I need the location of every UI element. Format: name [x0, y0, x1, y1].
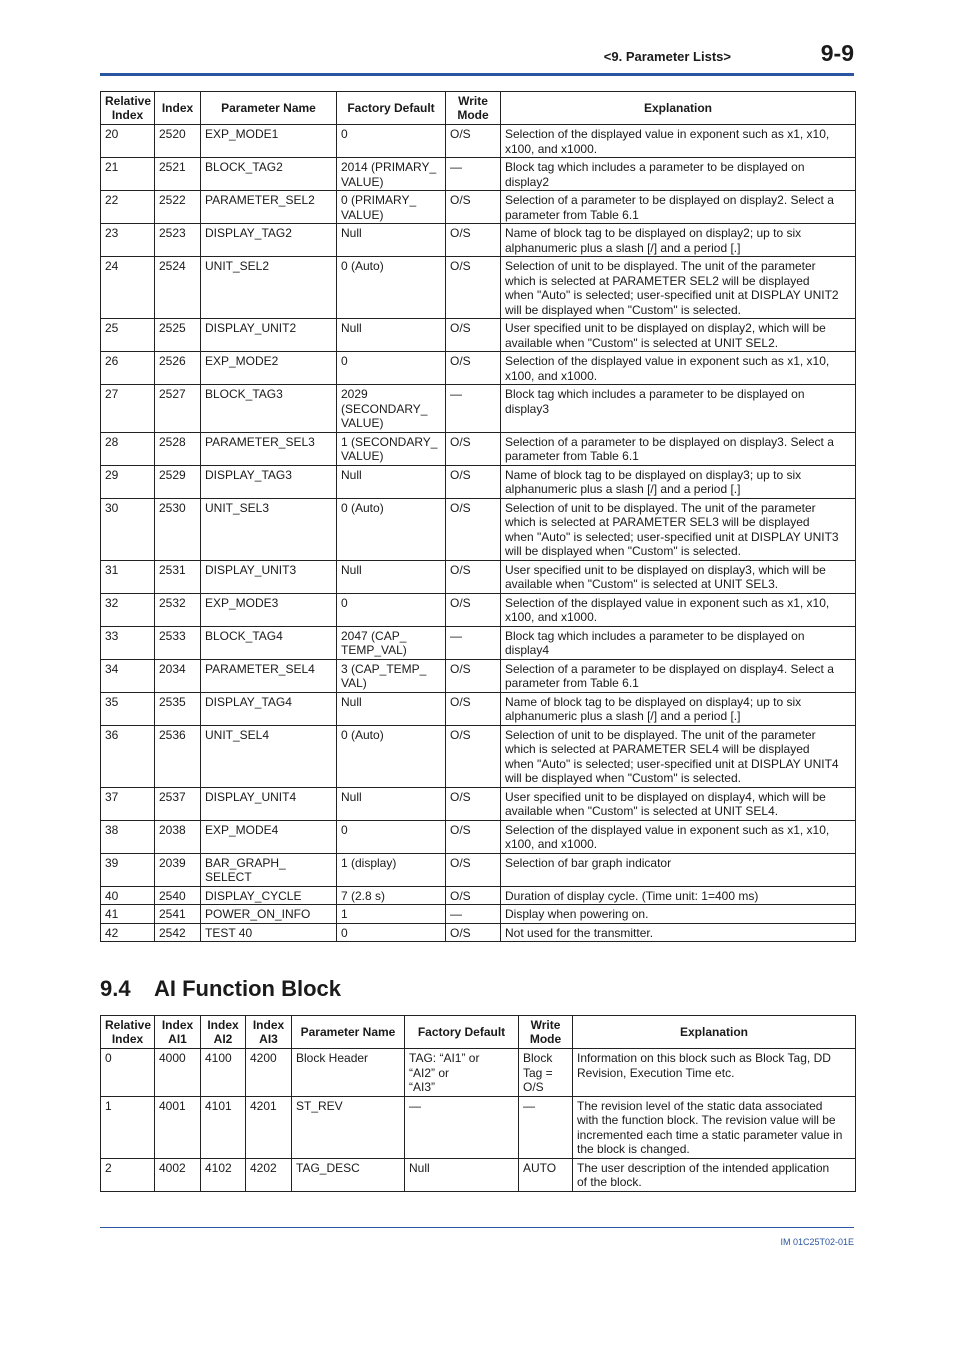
col-write-mode: Write Mode — [519, 1016, 573, 1049]
table-row — [101, 158, 856, 191]
cell-parameter-name: DISPLAY_UNIT2 — [201, 319, 337, 352]
table-row — [101, 593, 856, 626]
cell-explanation: Selection of the displayed value in exponent such as x1, x10, x100, and x1000. — [501, 352, 856, 385]
cell-relative-index: 37 — [101, 787, 155, 820]
cell-index: 2039 — [155, 853, 201, 886]
cell-index-ai1: 4000 — [155, 1049, 201, 1097]
cell-factory-default: 1 (display) — [337, 853, 446, 886]
cell-explanation: Selection of unit to be displayed. The unit of the parameter which is selected at PARAMETER SEL2 will be displayed when "Auto" is selected; user-specified unit at DISPLAY UNIT2 will be displayed when "Custom" is selected. — [501, 257, 856, 319]
cell-index: 2533 — [155, 626, 201, 659]
cell-factory-default: Null — [337, 465, 446, 498]
cell-parameter-name: BLOCK_TAG4 — [201, 626, 337, 659]
table-row — [101, 626, 856, 659]
cell-explanation: Block tag which includes a parameter to be displayed on display3 — [501, 385, 856, 433]
cell-relative-index: 25 — [101, 319, 155, 352]
cell-factory-default: 0 (Auto) — [337, 257, 446, 319]
col-relative-index: Relative Index — [101, 92, 155, 125]
cell-relative-index: 39 — [101, 853, 155, 886]
cell-write-mode: O/S — [446, 352, 501, 385]
cell-relative-index: 41 — [101, 905, 155, 924]
cell-explanation: User specified unit to be displayed on display3, which will be available when "Custom" is selected at UNIT SEL3. — [501, 560, 856, 593]
cell-explanation: Name of block tag to be displayed on display3; up to six alphanumeric plus a slash [/] and a period [.] — [501, 465, 856, 498]
cell-write-mode: AUTO — [519, 1158, 573, 1191]
cell-explanation: Selection of the displayed value in exponent such as x1, x10, x100, and x1000. — [501, 125, 856, 158]
cell-explanation: Selection of bar graph indicator — [501, 853, 856, 886]
cell-relative-index: 38 — [101, 820, 155, 853]
cell-factory-default: 0 (PRIMARY_ VALUE) — [337, 191, 446, 224]
cell-parameter-name: TEST 40 — [201, 923, 337, 942]
cell-index: 2535 — [155, 692, 201, 725]
cell-index: 2526 — [155, 352, 201, 385]
cell-factory-default: 7 (2.8 s) — [337, 886, 446, 905]
cell-relative-index: 36 — [101, 725, 155, 787]
cell-relative-index: 33 — [101, 626, 155, 659]
cell-explanation: Information on this block such as Block Tag, DD Revision, Execution Time etc. — [573, 1049, 856, 1097]
cell-write-mode: O/S — [446, 659, 501, 692]
table-row — [101, 787, 856, 820]
cell-relative-index: 20 — [101, 125, 155, 158]
cell-factory-default: 0 (Auto) — [337, 725, 446, 787]
table-row — [101, 905, 856, 924]
table-row — [101, 319, 856, 352]
table-row — [101, 352, 856, 385]
table2-body — [101, 1049, 856, 1192]
cell-relative-index: 35 — [101, 692, 155, 725]
col-relative-index: Relative Index — [101, 1016, 155, 1049]
cell-factory-default: 2047 (CAP_ TEMP_VAL) — [337, 626, 446, 659]
cell-explanation: The user description of the intended application of the block. — [573, 1158, 856, 1191]
cell-write-mode: O/S — [446, 191, 501, 224]
cell-index-ai2: 4102 — [201, 1158, 246, 1191]
col-factory-default: Factory Default — [337, 92, 446, 125]
cell-factory-default: 0 — [337, 125, 446, 158]
cell-parameter-name: EXP_MODE2 — [201, 352, 337, 385]
cell-relative-index: 23 — [101, 224, 155, 257]
table-row — [101, 820, 856, 853]
cell-explanation: Selection of unit to be displayed. The unit of the parameter which is selected at PARAMETER SEL4 will be displayed when "Auto" is selected; user-specified unit at DISPLAY UNIT4 will be displayed when "Custom" is selected. — [501, 725, 856, 787]
cell-parameter-name: BLOCK_TAG3 — [201, 385, 337, 433]
cell-explanation: Selection of a parameter to be displayed on display4. Select a parameter from Table 6.1 — [501, 659, 856, 692]
cell-relative-index: 42 — [101, 923, 155, 942]
running-header: <9. Parameter Lists> — [603, 49, 731, 64]
cell-write-mode: O/S — [446, 224, 501, 257]
header-rule — [100, 73, 854, 76]
cell-index: 2522 — [155, 191, 201, 224]
cell-index: 2528 — [155, 432, 201, 465]
col-index-ai2: Index AI2 — [201, 1016, 246, 1049]
footer-rule — [100, 1227, 854, 1228]
parameter-table-display — [100, 91, 856, 942]
cell-explanation: User specified unit to be displayed on display4, which will be available when "Custom" is selected at UNIT SEL4. — [501, 787, 856, 820]
cell-write-mode: O/S — [446, 465, 501, 498]
cell-relative-index: 24 — [101, 257, 155, 319]
cell-relative-index: 22 — [101, 191, 155, 224]
cell-index-ai1: 4002 — [155, 1158, 201, 1191]
cell-relative-index: 28 — [101, 432, 155, 465]
cell-write-mode: O/S — [446, 560, 501, 593]
table-row — [101, 432, 856, 465]
cell-explanation: Name of block tag to be displayed on display4; up to six alphanumeric plus a slash [/] and a period [.] — [501, 692, 856, 725]
cell-write-mode: Block Tag = O/S — [519, 1049, 573, 1097]
table-row — [101, 385, 856, 433]
cell-parameter-name: TAG_DESC — [292, 1158, 405, 1191]
page-number: 9-9 — [820, 40, 854, 66]
cell-index: 2525 — [155, 319, 201, 352]
table-row — [101, 1096, 856, 1158]
cell-explanation: Display when powering on. — [501, 905, 856, 924]
cell-write-mode: — — [519, 1096, 573, 1158]
cell-parameter-name: DISPLAY_UNIT4 — [201, 787, 337, 820]
cell-parameter-name: PARAMETER_SEL4 — [201, 659, 337, 692]
cell-write-mode: O/S — [446, 853, 501, 886]
cell-factory-default: 1 (SECONDARY_ VALUE) — [337, 432, 446, 465]
cell-explanation: Selection of a parameter to be displayed on display2. Select a parameter from Table 6.1 — [501, 191, 856, 224]
cell-factory-default: 0 — [337, 820, 446, 853]
cell-relative-index: 29 — [101, 465, 155, 498]
table-row — [101, 1158, 856, 1191]
col-parameter-name: Parameter Name — [201, 92, 337, 125]
cell-write-mode: O/S — [446, 125, 501, 158]
cell-explanation: The revision level of the static data associated with the function block. The revision value will be incremented each time a static parameter value in the block is changed. — [573, 1096, 856, 1158]
cell-explanation: Block tag which includes a parameter to be displayed on display2 — [501, 158, 856, 191]
cell-parameter-name: DISPLAY_CYCLE — [201, 886, 337, 905]
cell-factory-default: 0 — [337, 923, 446, 942]
cell-explanation: Selection of unit to be displayed. The unit of the parameter which is selected at PARAMETER SEL3 will be displayed when "Auto" is selected; user-specified unit at DISPLAY UNIT3 will be displayed when "Custom" is selected. — [501, 498, 856, 560]
cell-parameter-name: Block Header — [292, 1049, 405, 1097]
cell-write-mode: O/S — [446, 886, 501, 905]
table-row — [101, 465, 856, 498]
cell-index: 2531 — [155, 560, 201, 593]
cell-relative-index: 30 — [101, 498, 155, 560]
table-row — [101, 560, 856, 593]
col-parameter-name: Parameter Name — [292, 1016, 405, 1049]
cell-index-ai2: 4100 — [201, 1049, 246, 1097]
col-write-mode: Write Mode — [446, 92, 501, 125]
cell-parameter-name: UNIT_SEL4 — [201, 725, 337, 787]
cell-write-mode: O/S — [446, 319, 501, 352]
col-index-ai1: Index AI1 — [155, 1016, 201, 1049]
table1-body — [101, 125, 856, 942]
cell-parameter-name: EXP_MODE3 — [201, 593, 337, 626]
cell-parameter-name: POWER_ON_INFO — [201, 905, 337, 924]
col-explanation: Explanation — [573, 1016, 856, 1049]
cell-index-ai3: 4200 — [246, 1049, 292, 1097]
cell-index-ai3: 4201 — [246, 1096, 292, 1158]
cell-index-ai1: 4001 — [155, 1096, 201, 1158]
cell-index: 2540 — [155, 886, 201, 905]
cell-write-mode: O/S — [446, 432, 501, 465]
cell-explanation: Selection of the displayed value in exponent such as x1, x10, x100, and x1000. — [501, 820, 856, 853]
cell-parameter-name: EXP_MODE1 — [201, 125, 337, 158]
table-row — [101, 191, 856, 224]
cell-relative-index: 1 — [101, 1096, 155, 1158]
cell-factory-default: 0 (Auto) — [337, 498, 446, 560]
table-row — [101, 853, 856, 886]
cell-explanation: Selection of a parameter to be displayed on display3. Select a parameter from Table 6.1 — [501, 432, 856, 465]
cell-parameter-name: DISPLAY_TAG4 — [201, 692, 337, 725]
cell-write-mode: O/S — [446, 257, 501, 319]
cell-index-ai3: 4202 — [246, 1158, 292, 1191]
cell-parameter-name: BLOCK_TAG2 — [201, 158, 337, 191]
cell-index: 2537 — [155, 787, 201, 820]
cell-index: 2521 — [155, 158, 201, 191]
section-title: AI Function Block — [154, 976, 341, 1001]
cell-factory-default: Null — [405, 1158, 519, 1191]
cell-explanation: Block tag which includes a parameter to be displayed on display4 — [501, 626, 856, 659]
cell-write-mode: O/S — [446, 787, 501, 820]
table-row — [101, 923, 856, 942]
col-index: Index — [155, 92, 201, 125]
cell-parameter-name: DISPLAY_TAG2 — [201, 224, 337, 257]
table-row — [101, 498, 856, 560]
cell-relative-index: 32 — [101, 593, 155, 626]
cell-factory-default: Null — [337, 787, 446, 820]
cell-factory-default: Null — [337, 224, 446, 257]
cell-parameter-name: PARAMETER_SEL3 — [201, 432, 337, 465]
table-row — [101, 659, 856, 692]
cell-factory-default: 0 — [337, 352, 446, 385]
cell-relative-index: 21 — [101, 158, 155, 191]
cell-write-mode: O/S — [446, 692, 501, 725]
cell-explanation: Name of block tag to be displayed on display2; up to six alphanumeric plus a slash [/] and a period [.] — [501, 224, 856, 257]
cell-factory-default: — — [405, 1096, 519, 1158]
cell-write-mode: O/S — [446, 923, 501, 942]
cell-factory-default: Null — [337, 560, 446, 593]
cell-index: 2527 — [155, 385, 201, 433]
table-row — [101, 1049, 856, 1097]
cell-factory-default: Null — [337, 692, 446, 725]
cell-index: 2523 — [155, 224, 201, 257]
cell-factory-default: 0 — [337, 593, 446, 626]
cell-explanation: User specified unit to be displayed on display2, which will be available when "Custom" is selected at UNIT SEL2. — [501, 319, 856, 352]
cell-factory-default: Null — [337, 319, 446, 352]
col-factory-default: Factory Default — [405, 1016, 519, 1049]
section-number: 9.4 — [100, 976, 131, 1001]
document-id: IM 01C25T02-01E — [780, 1237, 854, 1247]
table-row — [101, 725, 856, 787]
cell-explanation: Not used for the transmitter. — [501, 923, 856, 942]
table-row — [101, 257, 856, 319]
cell-parameter-name: ST_REV — [292, 1096, 405, 1158]
cell-index: 2532 — [155, 593, 201, 626]
cell-index: 2541 — [155, 905, 201, 924]
table-row — [101, 886, 856, 905]
cell-index: 2542 — [155, 923, 201, 942]
parameter-table-ai-block — [100, 1015, 856, 1192]
cell-parameter-name: DISPLAY_TAG3 — [201, 465, 337, 498]
cell-write-mode: — — [446, 158, 501, 191]
cell-factory-default: TAG: “AI1” or “AI2” or “AI3” — [405, 1049, 519, 1097]
cell-index: 2038 — [155, 820, 201, 853]
table-row — [101, 692, 856, 725]
cell-parameter-name: EXP_MODE4 — [201, 820, 337, 853]
cell-index: 2034 — [155, 659, 201, 692]
cell-index: 2524 — [155, 257, 201, 319]
table-row — [101, 125, 856, 158]
cell-factory-default: 2014 (PRIMARY_ VALUE) — [337, 158, 446, 191]
cell-relative-index: 26 — [101, 352, 155, 385]
cell-factory-default: 2029 (SECONDARY_ VALUE) — [337, 385, 446, 433]
cell-explanation: Selection of the displayed value in exponent such as x1, x10, x100, and x1000. — [501, 593, 856, 626]
cell-relative-index: 0 — [101, 1049, 155, 1097]
cell-write-mode: O/S — [446, 498, 501, 560]
cell-factory-default: 3 (CAP_TEMP_ VAL) — [337, 659, 446, 692]
cell-write-mode: O/S — [446, 725, 501, 787]
cell-parameter-name: UNIT_SEL3 — [201, 498, 337, 560]
cell-relative-index: 40 — [101, 886, 155, 905]
cell-index: 2536 — [155, 725, 201, 787]
cell-parameter-name: BAR_GRAPH_ SELECT — [201, 853, 337, 886]
cell-parameter-name: PARAMETER_SEL2 — [201, 191, 337, 224]
cell-index: 2530 — [155, 498, 201, 560]
cell-write-mode: — — [446, 905, 501, 924]
col-explanation: Explanation — [501, 92, 856, 125]
cell-relative-index: 31 — [101, 560, 155, 593]
cell-factory-default: 1 — [337, 905, 446, 924]
cell-index-ai2: 4101 — [201, 1096, 246, 1158]
cell-index: 2520 — [155, 125, 201, 158]
cell-write-mode: — — [446, 626, 501, 659]
cell-relative-index: 2 — [101, 1158, 155, 1191]
cell-write-mode: O/S — [446, 820, 501, 853]
col-index-ai3: Index AI3 — [246, 1016, 292, 1049]
cell-parameter-name: UNIT_SEL2 — [201, 257, 337, 319]
cell-relative-index: 34 — [101, 659, 155, 692]
table-row — [101, 224, 856, 257]
section-heading — [100, 976, 341, 1002]
cell-index: 2529 — [155, 465, 201, 498]
cell-write-mode: — — [446, 385, 501, 433]
cell-parameter-name: DISPLAY_UNIT3 — [201, 560, 337, 593]
cell-explanation: Duration of display cycle. (Time unit: 1=400 ms) — [501, 886, 856, 905]
cell-relative-index: 27 — [101, 385, 155, 433]
cell-write-mode: O/S — [446, 593, 501, 626]
